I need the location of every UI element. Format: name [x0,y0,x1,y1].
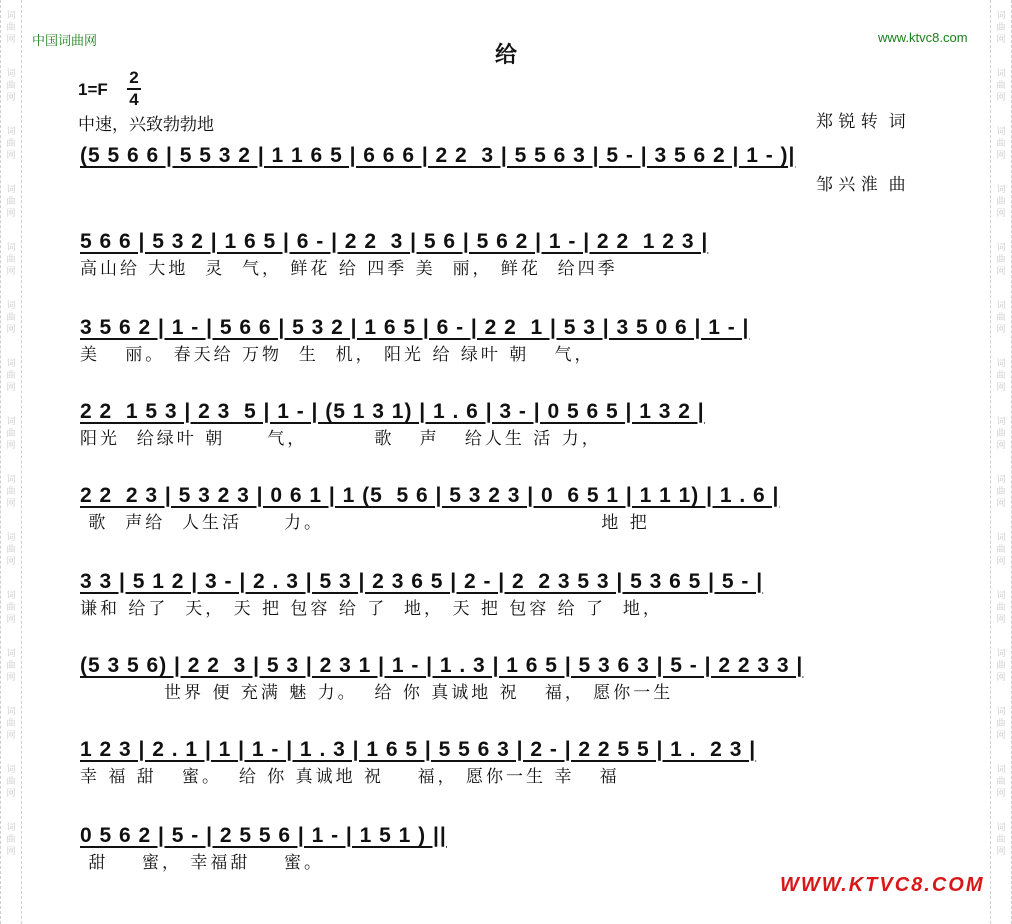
watermark-mark: 词 曲 网 [6,591,16,625]
score-line-4 [80,398,950,452]
watermark-mark: 词 曲 网 [6,301,16,335]
watermark-mark: 词 曲 网 [996,765,1006,799]
key-signature: 1=F [78,80,108,99]
watermark-mark: 词 曲 网 [6,765,16,799]
watermark-mark: 词 曲 网 [996,475,1006,509]
right-watermark-strip [990,0,1012,924]
score-line-7 [80,652,950,706]
site-url-right[interactable]: www.ktvc8.com [878,30,968,45]
watermark-mark: 词 曲 网 [6,359,16,393]
watermark-mark: 词 曲 网 [6,11,16,45]
lyrics-row: 阳光 给绿叶 朝 气， 歌 声 给人生 活 力， [80,429,602,449]
watermark-mark: 词 曲 网 [996,359,1006,393]
score-line-9 [80,822,950,876]
time-signature-top: 2 [129,68,139,87]
watermark-mark: 词 曲 网 [6,649,16,683]
watermark-mark: 词 曲 网 [6,707,16,741]
tempo-marking: 中速，兴致勃勃地 [78,115,214,135]
site-name-left[interactable]: 中国词曲网 [32,34,98,49]
notation-row: (5 5 6 6 | 5 5 3 2 | 1 1 6 5 | 6 6 6 | 2 2 3 | 5 5 6 3 | 5 - | 3 5 6 2 | 1 - )| [80,144,796,167]
watermark-mark: 词 曲 网 [996,243,1006,277]
watermark-mark: 词 曲 网 [996,11,1006,45]
lyrics-row: 美 丽。 春天给 万物 生 机， 阳光 给 绿叶 朝 气， [80,345,595,365]
watermark-mark: 词 曲 网 [6,185,16,219]
watermark-mark: 词 曲 网 [6,417,16,451]
watermark-mark: 词 曲 网 [996,649,1006,683]
lyrics-row: 谦和 给了 天， 天 把 包容 给 了 地， 天 把 包容 给 了 地， [80,599,663,619]
watermark-mark: 词 曲 网 [6,475,16,509]
lyrics-row: 世界 便 充满 魅 力。 给 你 真诚地 祝 福， 愿你一生 [80,683,674,703]
watermark-mark: 词 曲 网 [996,707,1006,741]
lyrics-row: 甜 蜜， 幸福甜 蜜。 [80,853,325,873]
score-line-3 [80,314,950,368]
watermark-mark: 词 曲 网 [996,533,1006,567]
watermark-mark: 词 曲 网 [996,69,1006,103]
score-line-6 [80,568,950,622]
watermark-mark: 词 曲 网 [996,127,1006,161]
score-line-8 [80,736,950,790]
notation-row: 2 2 1 5 3 | 2 3 5 | 1 - | (5 1 3 1) | 1 . 6 | 3 - | 0 5 6 5 | 1 3 2 | [80,400,705,423]
lyricist-credit: 郑 锐 转 词 [816,112,906,132]
score-line-2 [80,228,950,282]
watermark-mark: 词 曲 网 [6,69,16,103]
left-watermark-strip [0,0,22,924]
time-signature-bottom: 4 [129,90,139,109]
watermark-mark: 词 曲 网 [6,243,16,277]
watermark-mark: 词 曲 网 [996,185,1006,219]
notation-row: 5 6 6 | 5 3 2 | 1 6 5 | 6 - | 2 2 3 | 5 6 | 5 6 2 | 1 - | 2 2 1 2 3 | [80,230,709,253]
song-title: 给 [494,43,517,68]
watermark-mark: 词 曲 网 [996,591,1006,625]
lyrics-row: 高山给 大地 灵 气， 鲜花 给 四季 美 丽， 鲜花 给四季 [80,259,618,279]
watermark-mark: 词 曲 网 [6,533,16,567]
notation-row: 2 2 2 3 | 5 3 2 3 | 0 6 1 | 1 (5 5 6 | 5 3 2 3 | 0 6 5 1 | 1 1 1) | 1 . 6 | [80,484,780,507]
score-line-5 [80,482,950,536]
notation-row: 0 5 6 2 | 5 - | 2 5 5 6 | 1 - | 1 5 1 ) || [80,824,447,847]
brand-logo-text: WWW.KTVC8.COM [780,874,985,896]
notation-row: 3 5 6 2 | 1 - | 5 6 6 | 5 3 2 | 1 6 5 | 6 - | 2 2 1 | 5 3 | 3 5 0 6 | 1 - | [80,316,750,339]
score-line-1 [80,142,950,196]
watermark-mark: 词 曲 网 [996,301,1006,335]
notation-row: 3 3 | 5 1 2 | 3 - | 2 . 3 | 5 3 | 2 3 6 5 | 2 - | 2 2 3 5 3 | 5 3 6 5 | 5 - | [80,570,764,593]
composer-credit: 邹 兴 淮 曲 [816,175,906,195]
watermark-mark: 词 曲 网 [996,823,1006,857]
watermark-mark: 词 曲 网 [996,417,1006,451]
watermark-mark: 词 曲 网 [6,823,16,857]
notation-row: (5 3 5 6) | 2 2 3 | 5 3 | 2 3 1 | 1 - | 1 . 3 | 1 6 5 | 5 3 6 3 | 5 - | 2 2 3 3 | [80,654,804,677]
lyrics-row: 幸 福 甜 蜜。 给 你 真诚地 祝 福， 愿你一生 幸 福 [80,767,620,787]
time-signature [126,68,142,110]
lyrics-row [80,170,950,196]
notation-row: 1 2 3 | 2 . 1 | 1 | 1 - | 1 . 3 | 1 6 5 | 5 5 6 3 | 2 - | 2 2 5 5 | 1 . 2 3 | [80,738,757,761]
watermark-mark: 词 曲 网 [6,127,16,161]
lyrics-row: 歌 声给 人生活 力。 地 把 [80,513,650,533]
